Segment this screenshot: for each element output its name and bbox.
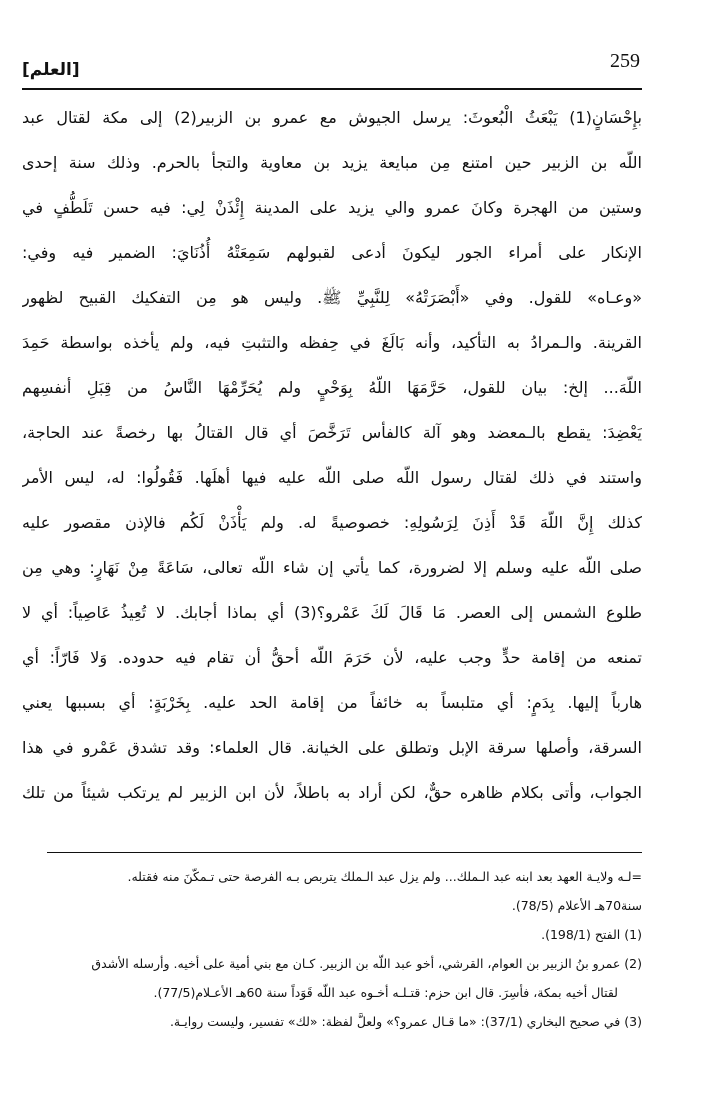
body-line: تمنعه من إقامة حدٍّ وجب عليه، لأن حَرَمَ اللّه أحقُّ أن تقام فيه حدوده. وَلا فَارّاً: أي [22,648,642,667]
footnote-marker: (2) [624,956,642,971]
footnote-2-continued: لقتال أخيه بمكة، فأسِرَ. قال ابن حزم: قتـلـه أخـوه عبد اللّه قَوَداً سنة 60هـ الأعـلام(77/5). [153,985,618,1000]
body-line: السرقة، وأصلها سرقة الإبل وتطلق على الخيانة. قال العلماء: وقد تشدق عَمْرو في هذا [22,738,642,757]
footnote-marker: (3) [624,1014,642,1029]
body-line: واستند في ذلك لقتال رسول اللّه صلى اللّه عليه فيها أهلَها. فَقُولُوا: له، ليس الأمر [22,468,642,487]
body-line: اللّه بن الزبير حين امتنع مِن مبايعة يزيد بن معاوية والتجأ بالحرم. وذلك سنة إحدى [22,153,642,172]
footnote-rule [47,852,642,853]
footnote-marker: (1) [624,927,642,942]
header-rule [22,88,642,90]
body-line: اللّهَ... إلخ: بيان للقول، حَرَّمَهَا اللّهُ بِوَحْيٍ ولم يُحَرِّمْهَا النَّاسُ من قِبَلِ أنفسِهم [22,378,642,397]
footnotes [47,862,642,1036]
footnote-continuation: =لـه ولايـة العهد بعد ابنه عبد الـملك... ولم يزل عبد الـملك يتربص بـه الفرصة حتى تـمكّنَ منه فقتله. [127,869,642,884]
body-line: الجواب، وأتى بكلام ظاهره حقٌّ، لكن أراد به باطلاً، لأن ابن الزبير لم يرتكب شيئاً من تلك [22,783,642,802]
footnote-text: في صحيح البخاري (37/1): «ما قـال عمرو؟» ولعلَّ لفظة: «لك» تفسير، وليست روايـة. [169,1014,621,1029]
body-line: الإنكار على أمراء الجور ليكونَ أدعى لقبولهم سَمِعَتْهُ أُذُنَايَ: الضمير فيه وفي: [22,243,642,262]
body-line: كذلك إِنَّ اللّهَ قَدْ أَذِنَ لِرَسُولِهِ: خصوصيةً له. ولم يَأْذَنْ لَكُم فالإذن مقصور عليه [22,513,642,532]
body-line: يَعْضِدَ: يقطع بالـمعضد وهو آلة كالفأس تَرَخَّصَ أي قال القتالُ بها رخصةً عند الحاجة، [22,423,642,442]
footnote-1 [47,920,642,949]
footnote-continuation: سنة70هـ الأعلام (78/5). [511,898,642,913]
page-number: 259 [610,50,640,72]
body-line: «وعـاه» للقول. وفي «أَبْصَرَتْهُ» لِلنَّبِيِّ ﷺ. وليس هو مِن التفكيك القبيح لظهور [22,288,642,307]
footnote-text: عمرو بنُ الزبير بن العوام، القرشي، أخو عبد اللّه بن الزبير. كـان مع بني أمية على أخيه. وأرسله الأشدق [91,956,621,971]
footnote-3 [47,1007,642,1036]
body-text [22,95,642,815]
section-title: [العلم] [22,60,80,80]
body-line: صلى اللّه عليه وسلم إلا لضرورة، كما يأتي إن شاء اللّه تعالى، سَاعَةً مِنْ نَهَارٍ: وهي مِن [22,558,642,577]
page-header [22,48,642,88]
body-line: القرينة. والـمرادُ به التأكيد، وأنه بَالَغَ في حِفظه والتثبتِ فيه، ولم يأخذه بواسطة حَمِدَ [22,333,642,352]
footnote-2 [47,949,642,978]
body-line: وستين من الهجرة وكانَ عمرو والي يزيد على المدينة إِئْذَنْ لِي: فيه حسن تَلَطُّفٍ في [22,198,642,217]
body-line: طلوع الشمس إلى العصر. مَا قَالَ لَكَ عَمْرو؟(3) أي بماذا أجابك. لا تُعِيذُ عَاصِياً: أي لا [22,603,642,622]
footnote-text: الفتح (198/1). [541,927,621,942]
body-line: بإِحْسَانٍ(1) يَبْعَثُ الْبُعوثَ: يرسل الجيوش مع عمرو بن الزبير(2) إلى مكة لقتال عبد [22,108,642,127]
body-line: هارباً إليها. بِدَمٍ: أي متلبساً به خائفاً من إقامة الحد عليه. بِخَرْبَةٍ: أي بسببها يعني [22,693,642,712]
